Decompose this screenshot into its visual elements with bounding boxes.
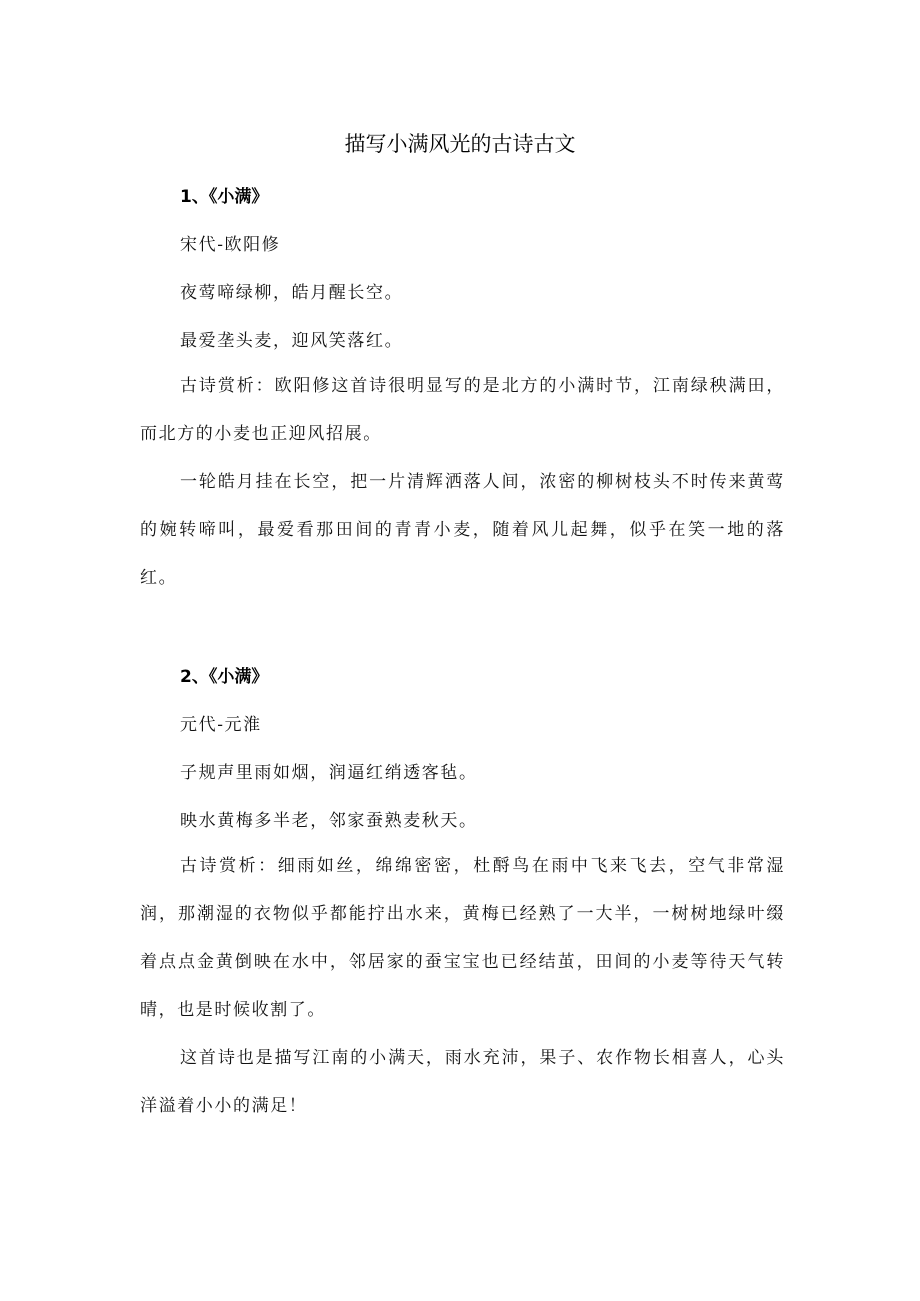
poem-2-line-2: 映水黄梅多半老，邻家蚕熟麦秋天。	[180, 811, 478, 831]
poem-1-heading: 1、《小满》	[180, 187, 269, 207]
poem-1-line-1: 夜莺啼绿柳，皓月醒长空。	[180, 283, 404, 303]
poem-1-appreciation: 古诗赏析：欧阳修这首诗很明显写的是北方的小满时节，江南绿秧满田，而北方的小麦也正迎风招展。	[140, 376, 785, 444]
poem-2-heading: 2、《小满》	[180, 667, 269, 687]
poem-2-appreciation: 古诗赏析：细雨如丝，绵绵密密，杜酹鸟在雨中飞来飞去，空气非常湿润，那潮湿的衣物似乎都能拧出水来，黄梅已经熟了一大半，一树树地绿叶缀着点点金黄倒映在水中，邻居家的蚕宝宝也已经结茧，田间的小麦等待天气转晴，也是时候收割了。	[140, 856, 785, 1020]
poem-2-summary: 这首诗也是描写江南的小满天，雨水充沛，果子、农作物长相喜人，心头洋溢着小小的满足！	[140, 1048, 785, 1116]
poem-1-line-2: 最爱垄头麦，迎风笑落红。	[180, 331, 404, 351]
poem-2-line-1: 子规声里雨如烟，润逼红绡透客毡。	[180, 763, 478, 783]
page-title: 描写小满风光的古诗古文	[344, 132, 576, 156]
poem-2-author: 元代-元淮	[180, 715, 262, 735]
poem-1-author: 宋代-欧阳修	[180, 235, 281, 255]
poem-1-description: 一轮皓月挂在长空，把一片清辉洒落人间，浓密的柳树枝头不时传来黄莺的婉转啼叫，最爱看那田间的青青小麦，随着风儿起舞，似乎在笑一地的落红。	[140, 472, 785, 588]
